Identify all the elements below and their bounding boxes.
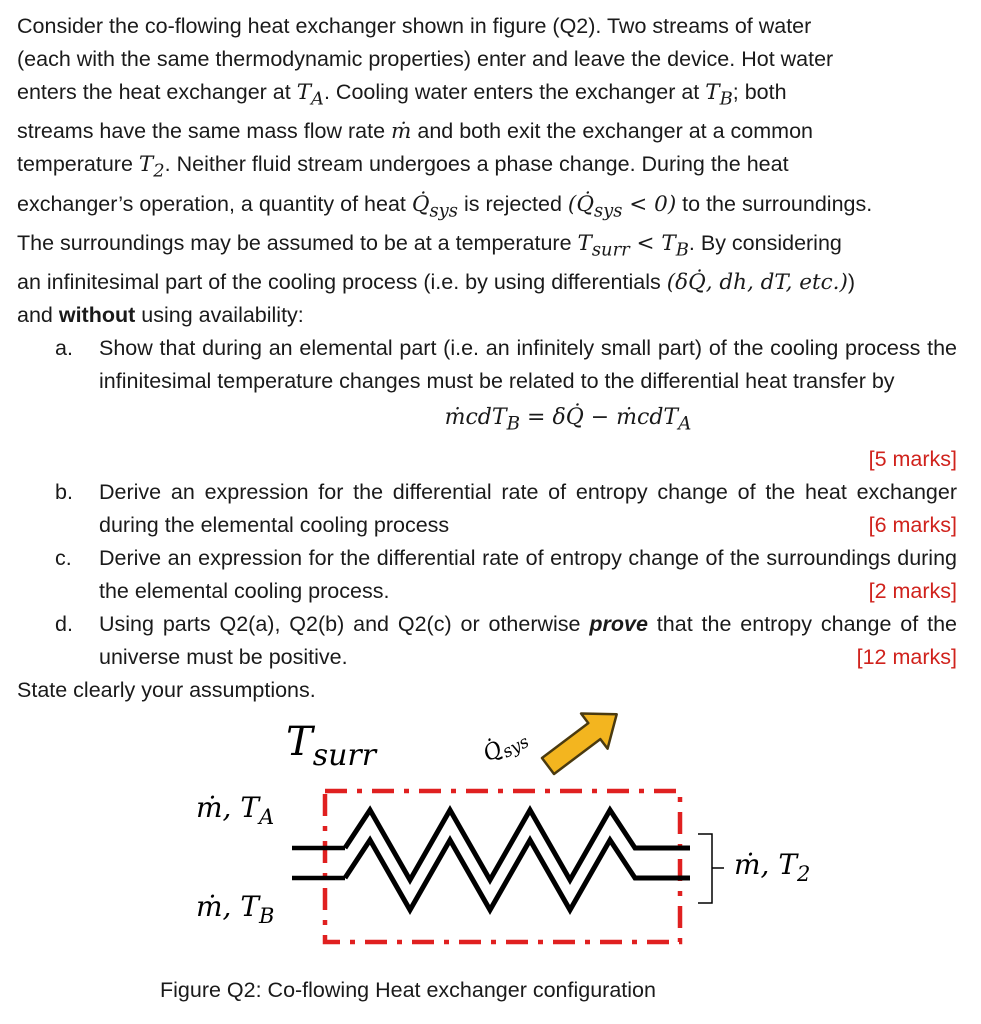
zigzag-hot-stream xyxy=(345,810,690,880)
heat-exchanger-diagram xyxy=(0,700,981,975)
question-document xyxy=(17,10,957,707)
symbol-tb: $T_B$ xyxy=(705,80,733,110)
symbol-qsys-inequality: $(Q̇_{sys} < 0)$ xyxy=(567,191,677,221)
symbol-tsurr-inequality: $T_{surr} < T_B$ xyxy=(577,230,689,261)
symbol-t2: $T_2$ xyxy=(138,152,165,182)
part-d-marks: [12 marks] xyxy=(856,644,957,669)
heat-rejection-arrow xyxy=(535,700,630,784)
symbol-qsys: $Q̇_{sys}$ xyxy=(411,191,458,221)
without-emphasis: without xyxy=(58,303,136,328)
part-c: c. Derive an expression for the differential rate of entropy change of the surroundings during the elemental cooling process. [2 marks] xyxy=(17,542,957,608)
inlet-b-label: ṁ, $T_B$ xyxy=(196,890,275,928)
part-a: a. Show that during an elemental part (i.e. an infinitely small part) of the cooling process the infinitesimal temperature changes must be related to the differential heat transfer by ṁcdT$_B$ = δQ̇ − ṁcdT$_A$ [5 marks] xyxy=(17,332,957,475)
outlet-label: ṁ, $T_2$ xyxy=(734,848,811,886)
question-intro: Consider the co-flowing heat exchanger shown in figure (Q2). Two streams of water (each with the same thermodynamic properties) enter and leave the device. Hot water enters the heat exchanger at $T_A$. Cooling water enters the exchanger at $T_B$; both streams have the same mass flow rate ṁ and both exit the exchanger at a common temperature $T_2$. Neither fluid stream undergoes a phase change. During the heat exchanger’s operation, a quantity of heat $Q̇_{sys}$ is rejected $(Q̇_{sys} < 0)$ to the surroundings. The surroundings may be assumed to be at a temperature $T_{surr} < T_B$. By considering an infinitesimal part of the cooling process (i.e. by using differentials (δQ̇, dh, dT, etc.)) and without using availability: xyxy=(17,14,873,328)
part-d: d. Using parts Q2(a), Q2(b) and Q2(c) or otherwise prove that the entropy change of the universe must be positive. [12 marks] xyxy=(17,608,957,674)
svg-text:Q̇sys: $Q̇_{sys}$ xyxy=(479,731,533,768)
symbol-mdot: ṁ xyxy=(391,119,412,145)
part-a-marks: [5 marks] xyxy=(868,446,957,471)
qsys-label xyxy=(479,723,533,771)
part-c-marks: [2 marks] xyxy=(868,578,957,603)
assumptions-line: State clearly your assumptions. xyxy=(17,677,316,702)
part-b: b. Derive an expression for the differential rate of entropy change of the heat exchanger during the elemental cooling process [6 marks] xyxy=(17,476,957,542)
symbol-ta: $T_A$ xyxy=(296,80,324,110)
part-a-equation: ṁcdT$_B$ = δQ̇ − ṁcdT$_A$ xyxy=(444,405,692,435)
question-parts xyxy=(17,332,957,673)
outlet-bracket xyxy=(698,834,712,903)
part-b-marks: [6 marks] xyxy=(868,512,957,537)
inlet-a-label: ṁ, $T_A$ xyxy=(196,791,275,829)
figure-caption: Figure Q2: Co-flowing Heat exchanger configuration xyxy=(160,978,656,1002)
prove-emphasis: prove xyxy=(589,611,648,636)
tsurr-label: $T_{surr}$ xyxy=(286,719,377,773)
differentials: (δQ̇, dh, dT, etc.) xyxy=(666,270,848,296)
